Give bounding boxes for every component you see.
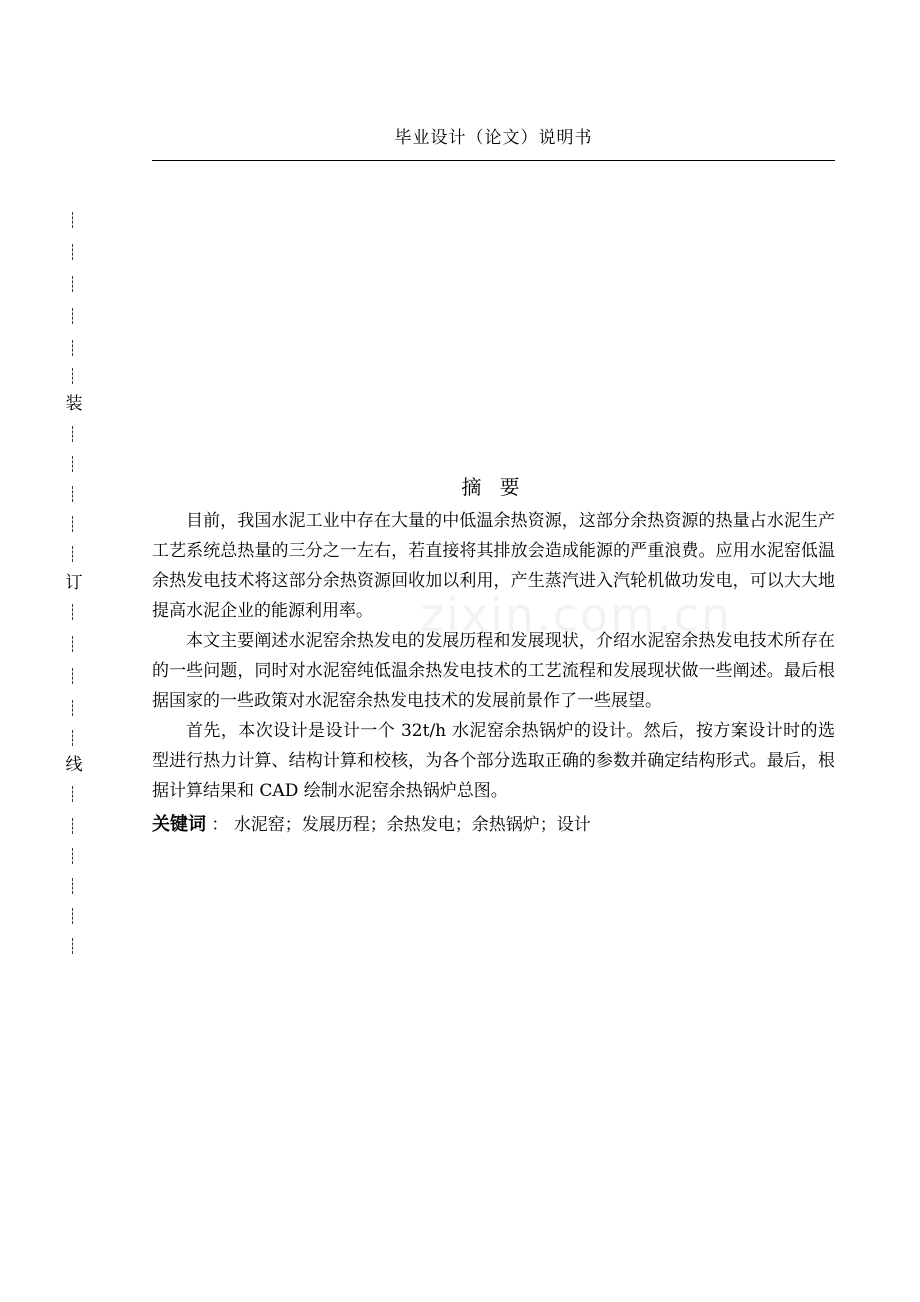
abstract-paragraph-2: 本文主要阐述水泥窑余热发电的发展历程和发展现状，介绍水泥窑余热发电技术所存在的一些问题，同时对水泥窑纯低温余热发电技术的工艺流程和发展现状做一些阐述。最后根据国家的一些政策对水泥窑余热发电技术的发展前景作了一些展望。 [152,631,835,711]
binding-dash [72,368,73,384]
keywords-text: 水泥窑；发展历程；余热发电；余热锅炉；设计 [233,815,591,835]
keywords-line [152,810,835,840]
binding-dash [72,212,73,228]
binding-char-ding: 订 [65,573,83,593]
binding-dash [72,516,73,532]
binding-dash [72,848,73,864]
abstract-paragraph-3: 首先，本次设计是设计一个 32t/h 水泥窑余热锅炉的设计。然后，按方案设计时的选型进行热力计算、结构计算和校核，为各个部分选取正确的参数并确定结构形式。最后，根据计算结果和 CAD 绘制水泥窑余热锅炉总图。 [152,721,835,801]
binding-dash [72,604,73,620]
binding-dash [72,786,73,802]
watermark: zixin.com.cn [420,588,733,642]
abstract-paragraph-1: 目前，我国水泥工业中存在大量的中低温余热资源，这部分余热资源的热量占水泥生产工艺系统总热量的三分之一左右，若直接将其排放会造成能源的严重浪费。应用水泥窑低温余热发电技术将这部分余热资源回收加以利用，产生蒸汽进入汽轮机做功发电，可以大大地提高水泥企业的能源利用率。 [152,511,835,621]
binding-dash [72,276,73,292]
binding-char-zhuang: 装 [65,394,83,414]
binding-char-xian: 线 [65,755,83,775]
binding-dash [72,308,73,324]
binding-dash [72,908,73,924]
binding-dash [72,878,73,894]
keywords-separator: ： [211,815,229,835]
document-header-title: 毕业设计（论文）说明书 [394,128,593,148]
binding-dash [72,938,73,954]
binding-dash [72,456,73,472]
binding-dash [72,700,73,716]
header-rule [152,160,835,161]
keywords-label: 关键词 [152,814,206,835]
binding-dash [72,340,73,356]
binding-dash [72,636,73,652]
binding-dash [72,546,73,562]
binding-dash [72,486,73,502]
abstract-title: 摘 要 [461,475,526,499]
binding-dash [72,730,73,746]
binding-dash [72,426,73,442]
binding-dash [72,244,73,260]
binding-dash [72,818,73,834]
binding-dash [72,668,73,684]
